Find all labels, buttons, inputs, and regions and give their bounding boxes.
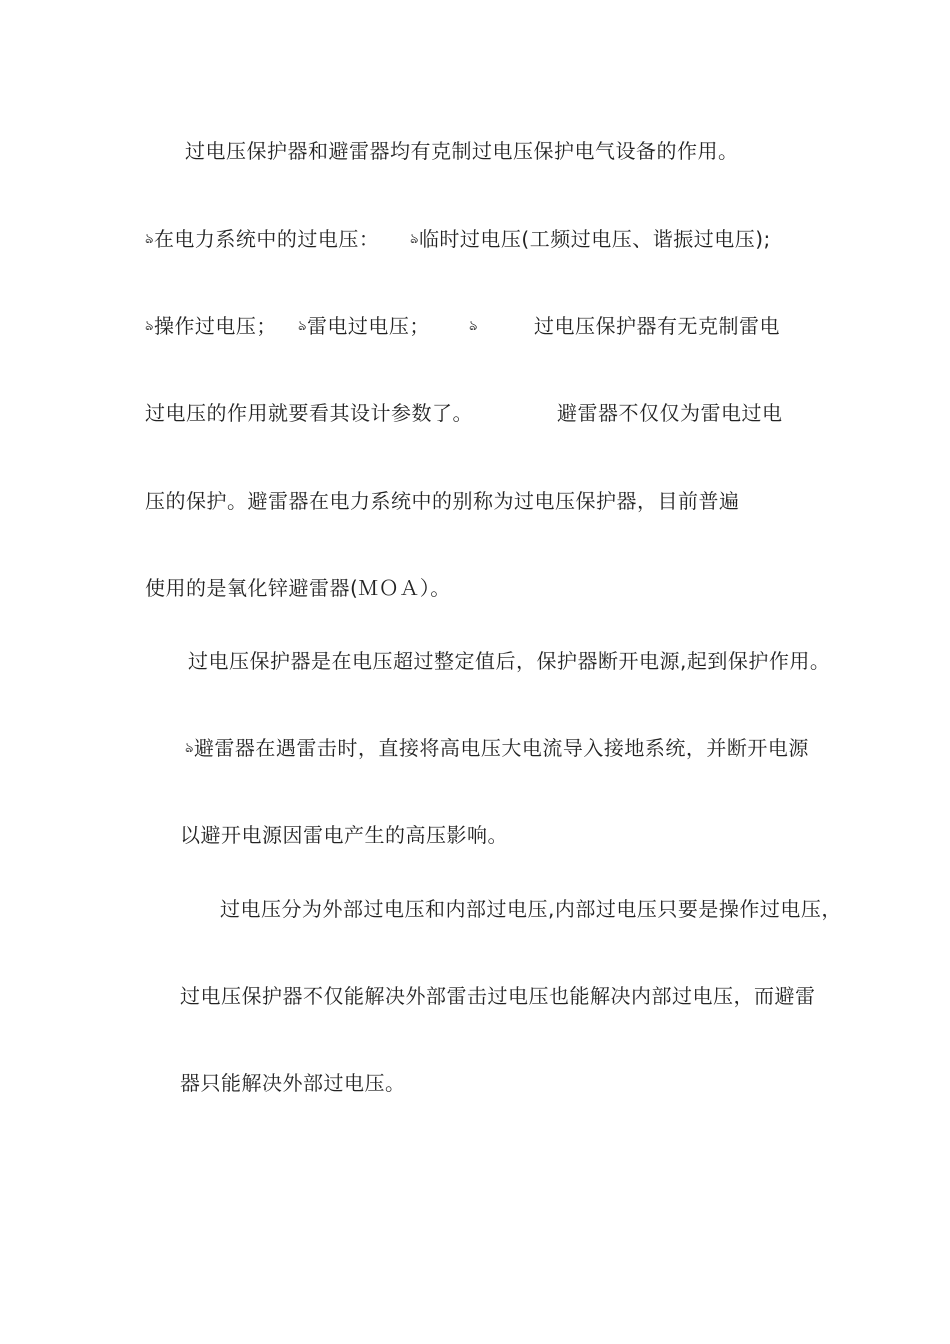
para3-line1: 过电压保护器是在电压超过整定值后，保护器断开电源,起到保护作用。 [188,649,831,673]
bullet-icon: ঌ [410,231,419,247]
para4-line1 [185,735,809,761]
para2-line5: 使用的是氧化锌避雷器(ＭＯＡ）。 [145,576,451,600]
para2-line3-b: 避雷器不仅仅为雷电过电 [557,401,783,425]
para4-line1-text: 避雷器在遇雷击时，直接将高电压大电流导入接地系统，并断开电源 [193,736,809,760]
para2-line4: 压的保护。避雷器在电力系统中的别称为过电压保护器，目前普遍 [145,489,740,513]
para2-line2-b [298,313,430,339]
para2-line3-a: 过电压的作用就要看其设计参数了。 [145,401,473,425]
bullet-icon: ঌ [145,231,154,247]
para5-line1: 过电压分为外部过电压和内部过电压,内部过电压只要是操作过电压， [220,897,842,921]
para2-line2-c [469,313,478,339]
para1-line1: 过电压保护器和避雷器均有克制过电压保护电气设备的作用。 [185,139,739,163]
para2-line1-text-b: 临时过电压(工频过电压、谐振过电压); [418,227,771,251]
para5-line2: 过电压保护器不仅能解决外部雷击过电压也能解决内部过电压，而避雷 [180,984,816,1008]
para2-line1-text-a: 在电力系统中的过电压： [153,227,380,251]
bullet-icon: ঌ [298,318,307,334]
para2-line1-b [410,226,771,252]
para5-line3: 器只能解决外部过电压。 [180,1071,406,1095]
bullet-icon: ঌ [469,318,478,334]
para2-line1 [145,226,379,252]
para2-line2-d: 过电压保护器有无克制雷电 [534,314,780,338]
para2-line2-text-b: 雷电过电压； [306,314,430,338]
bullet-icon: ঌ [145,318,154,334]
bullet-icon: ঌ [185,740,194,756]
para4-line2: 以避开电源因雷电产生的高压影响。 [180,823,508,847]
para2-line2-a [145,313,277,339]
para2-line2-text-a: 操作过电压； [153,314,277,338]
